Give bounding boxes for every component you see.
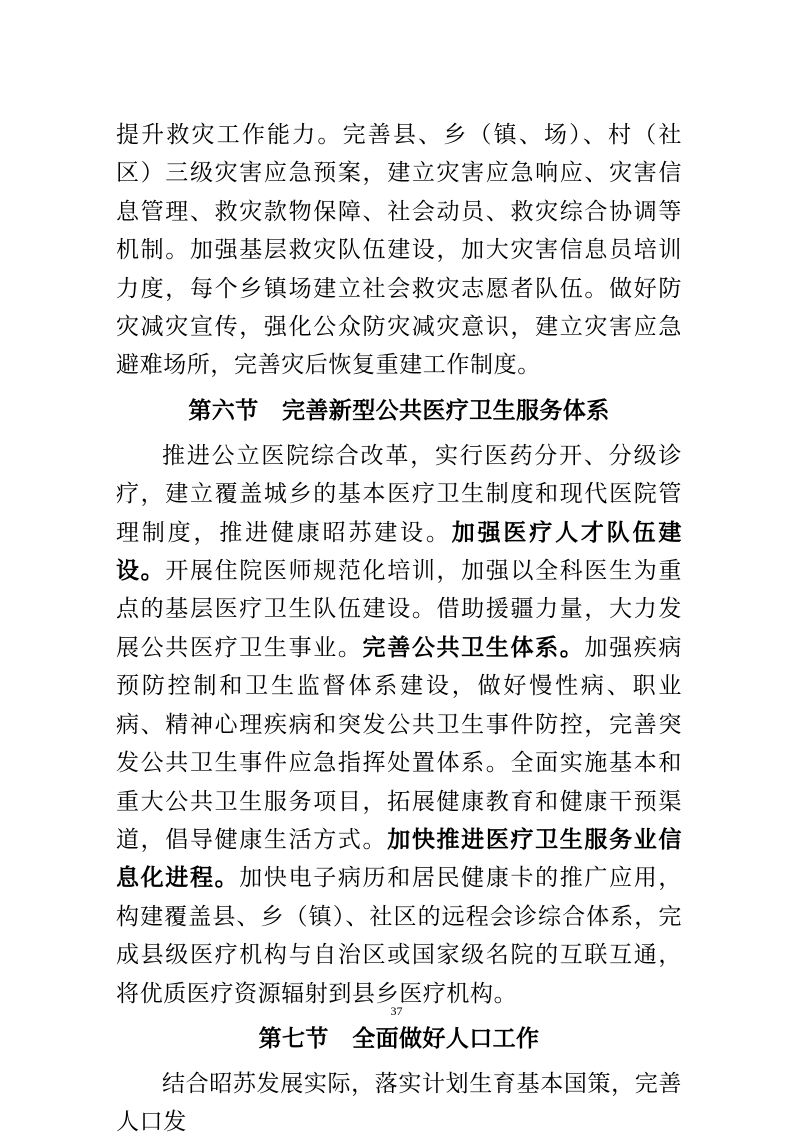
page-body (116, 116, 682, 1142)
paragraph-population-work: 结合昭苏发展实际，落实计划生育基本国策，完善人口发 (116, 1070, 682, 1136)
sentence-resident-training: 开展住院医师规范化培训，加强以全科医生为重点的基层医疗卫生队伍建设。借助援疆力量，大力发展公共医疗卫生事业。 (116, 558, 682, 661)
paragraph-disaster-relief: 提升救灾工作能力。完善县、乡（镇、场）、村（社区）三级灾害应急预案，建立灾害应急响应、灾害信息管理、救灾款物保障、社会动员、救灾综合协调等机制。加强基层救灾队伍建设，加大灾害信息员培训力度，每个乡镇场建立社会救灾志愿者队伍。做好防灾减灾宣传，强化公众防灾减灾意识，建立灾害应急避难场所，完善灾后恢复重建工作制度。 (116, 122, 682, 379)
sentence-public-hospital-reform: 推进公立医院综合改革，实行医药分开、分级诊疗，建立覆盖城乡的基本医疗卫生制度和现代医院管理制度，推进健康昭苏建设。 (116, 442, 682, 546)
bold-public-health-system: 完善公共卫生体系。 (362, 633, 585, 661)
paragraph-medical-health (116, 437, 682, 1013)
section-6-heading: 第六节 完善新型公共医疗卫生服务体系 (188, 396, 610, 424)
section-7-heading: 第七节 全面做好人口工作 (258, 1024, 540, 1052)
bold-health-informatization: 加快推进医疗卫生服务业信息化进程。 (116, 825, 682, 892)
page-number: 37 (390, 1004, 403, 1018)
sentence-electronic-records: 加快电子病历和居民健康卡的推广应用，构建覆盖县、乡（镇）、社区的远程会诊综合体系，完成县级医疗机构与自治区或国家级名院的互联互通，将优质医疗资源辐射到县乡医疗机构。 (116, 865, 682, 1007)
sentence-disease-control: 加强疾病预防控制和卫生监督体系建设，做好慢性病、职业病、精神心理疾病和突发公共卫生事件防控，完善突发公共卫生事件应急指挥处置体系。全面实施基本和重大公共卫生服务项目，拓展健康教育和健康干预渠道，倡导健康生活方式。 (116, 634, 682, 853)
bold-medical-talent: 加强医疗人才队伍建设。 (116, 518, 682, 585)
